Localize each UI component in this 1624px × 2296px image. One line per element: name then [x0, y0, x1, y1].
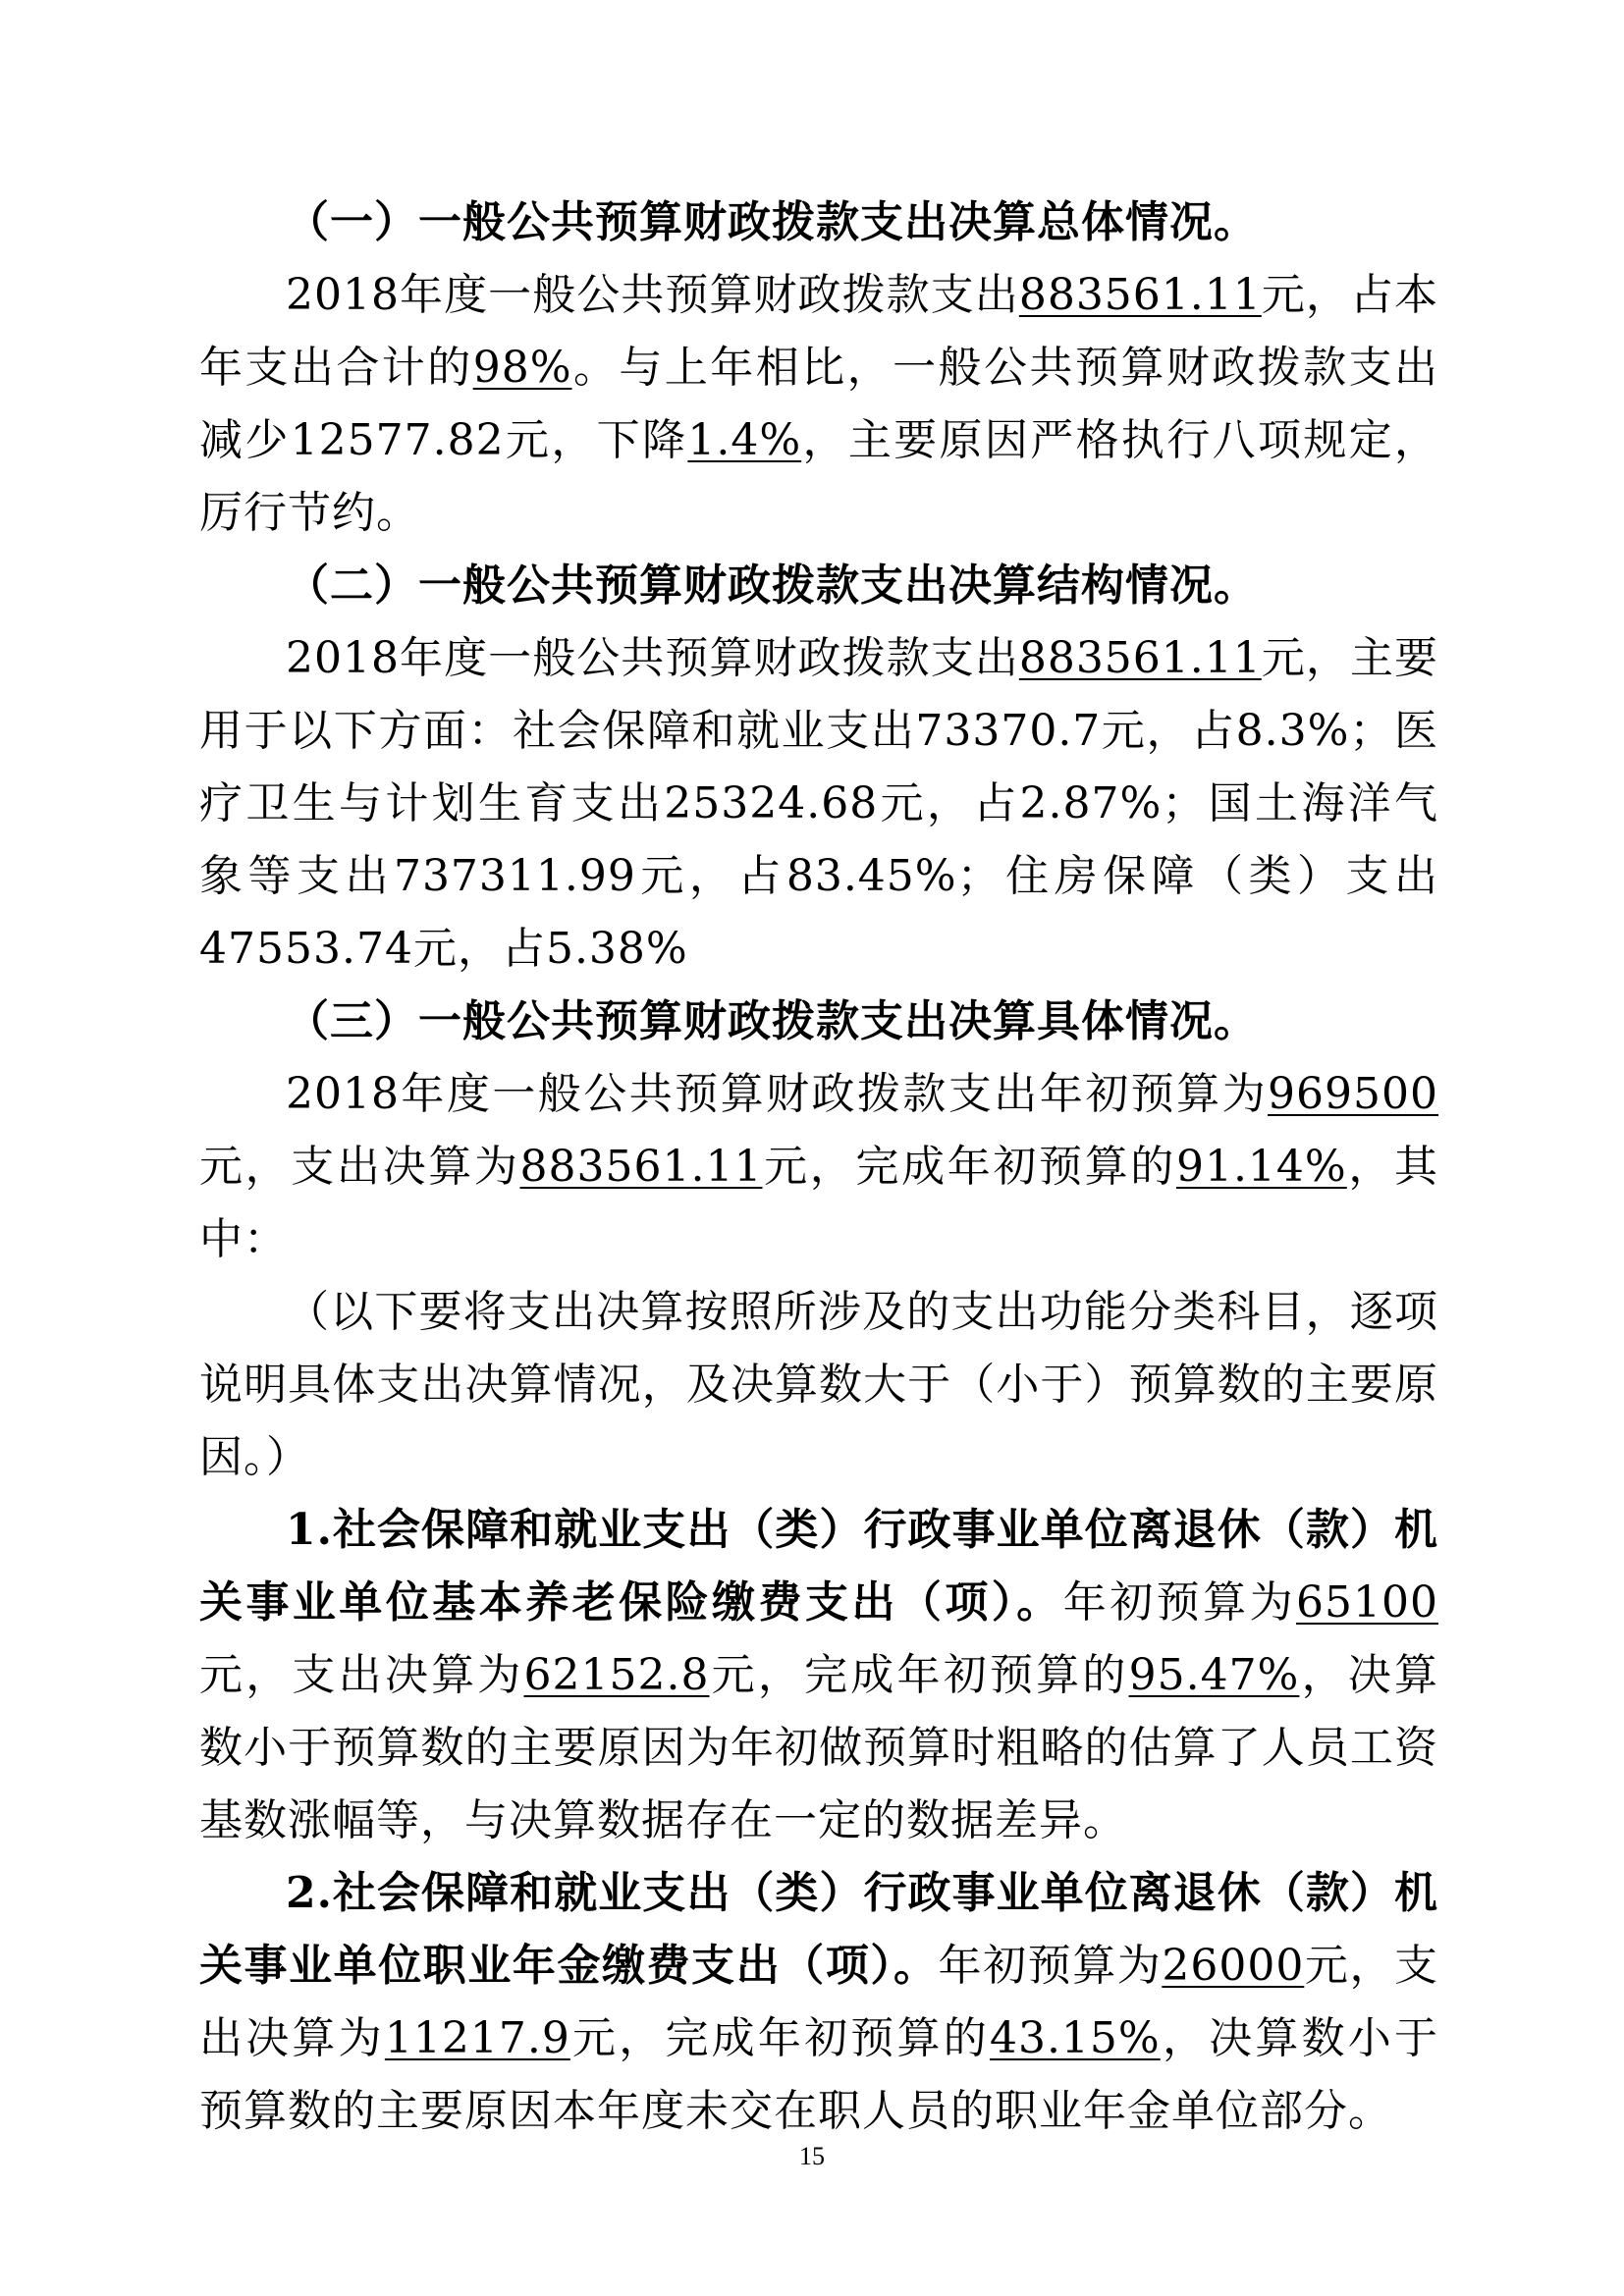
text-run: 元，完成年初预算的	[762, 1142, 1176, 1192]
text-run: ，其中：	[199, 1142, 1439, 1264]
underlined-value: 11217.9	[384, 2013, 570, 2063]
item-2-paragraph	[199, 1857, 1438, 2148]
text-run: 年初预算为	[1062, 1577, 1297, 1628]
page-number: 15	[799, 2142, 825, 2170]
underlined-value: 62152.8	[523, 1650, 710, 1700]
underlined-value: 26000	[1162, 1941, 1305, 1991]
item-title: 2.社会保障和就业支出（类）行政事业单位离退休（款）机关事业单位职业年金缴费支出（项）。	[199, 1868, 1438, 1991]
document-body	[199, 187, 1438, 2148]
text-run: ，主要原因严格执行八项规定，厉行节约。	[199, 415, 1439, 538]
text-run: 元，支出决算为	[199, 1142, 520, 1192]
section-1-heading: （一）一般公共预算财政拨款支出决算总体情况。	[286, 197, 1258, 247]
text-run: 2018年度一般公共预算财政拨款支出	[286, 633, 1019, 683]
text-run: 2018年度一般公共预算财政拨款支出	[286, 270, 1019, 320]
underlined-value: 95.47%	[1128, 1650, 1300, 1700]
underlined-value: 65100	[1296, 1577, 1439, 1628]
section-3-heading: （三）一般公共预算财政拨款支出决算具体情况。	[286, 996, 1258, 1046]
section-2-paragraph	[199, 622, 1438, 986]
text-run: 2018年度一般公共预算财政拨款支出年初预算为	[286, 1069, 1269, 1119]
text-run: ，决算数小于预算数的主要原因为年初做预算时粗略的估算了人员工资基数涨幅等，与决算数据存在一定的数据差异。	[199, 1650, 1439, 1845]
underlined-value: 98%	[472, 343, 572, 393]
underlined-value: 883561.11	[1018, 633, 1262, 683]
section-3-paragraph	[199, 1058, 1438, 1276]
section-3-note: （以下要将支出决算按照所涉及的支出功能分类科目，逐项说明具体支出决算情况，及决算数大于（小于）预算数的主要原因。）	[199, 1287, 1438, 1482]
text-run: ，决算数小于预算数的主要原因本年度未交在职人员的职业年金单位部分。	[199, 2013, 1439, 2136]
text-run: 元，支出决算为	[199, 1650, 524, 1700]
text-run: 元，占本年支出合计的	[199, 270, 1439, 393]
text-run: 元，主要用于以下方面：社会保障和就业支出73370.7元，占8.3%；医疗卫生与计划生育支出25324.68元，占2.87%；国土海洋气象等支出737311.99元，占83.45%；住房保障（类）支出47553.74元，占5.38%	[199, 633, 1439, 974]
underlined-value: 1.4%	[687, 415, 802, 465]
underlined-value: 91.14%	[1175, 1142, 1347, 1192]
text-run: 元，完成年初预算的	[709, 1650, 1129, 1700]
section-1-paragraph	[199, 259, 1438, 550]
item-1-paragraph	[199, 1494, 1438, 1857]
underlined-value: 43.15%	[989, 2013, 1161, 2063]
text-run: 元，完成年初预算的	[569, 2013, 990, 2063]
underlined-value: 883561.11	[1018, 270, 1262, 320]
underlined-value: 969500	[1268, 1069, 1438, 1119]
text-run: 元，支出决算为	[199, 1941, 1439, 2063]
text-run: 。与上年相比，一般公共预算财政拨款支出减少12577.82元，下降	[199, 343, 1439, 465]
text-run: 年初预算为	[938, 1941, 1163, 1991]
section-2-heading: （二）一般公共预算财政拨款支出决算结构情况。	[286, 561, 1258, 611]
item-title: 1.社会保障和就业支出（类）行政事业单位离退休（款）机关事业单位基本养老保险缴费支出（项）。	[199, 1505, 1438, 1628]
underlined-value: 883561.11	[519, 1142, 763, 1192]
